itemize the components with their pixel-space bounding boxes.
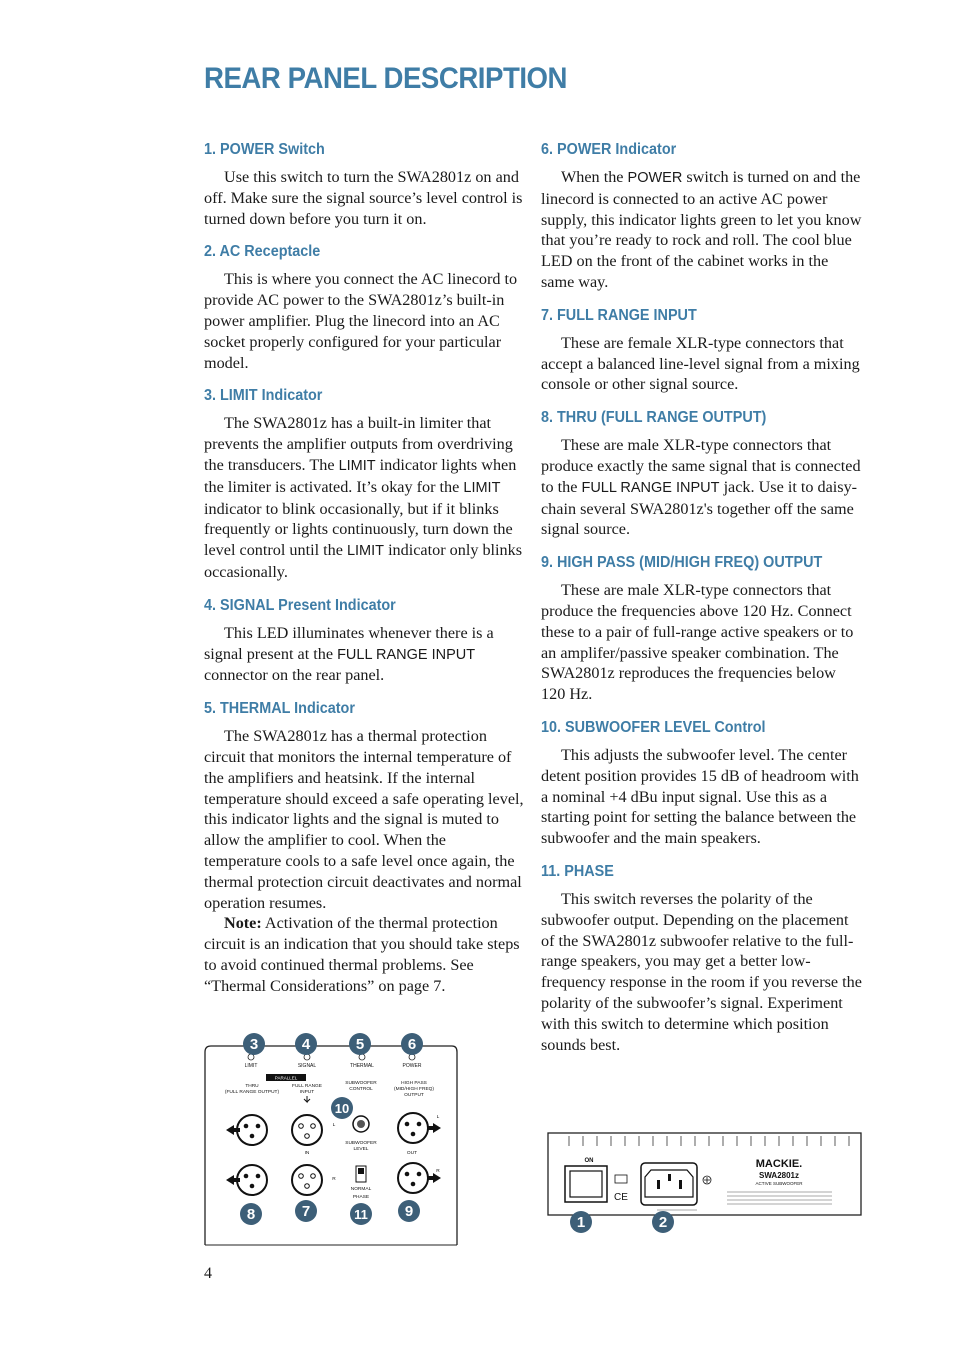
svg-text:5: 5	[355, 1036, 365, 1053]
brand-logo: MACKIE.	[755, 1158, 803, 1170]
svg-text:CONTROL: CONTROL	[349, 1087, 373, 1092]
svg-text:FULL RANGE: FULL RANGE	[292, 1084, 322, 1089]
svg-text:NORMAL: NORMAL	[350, 1187, 372, 1192]
page-title: REAR PANEL DESCRIPTION	[204, 62, 568, 95]
section-phase	[541, 863, 863, 1055]
callout-1	[570, 1211, 592, 1233]
svg-text:OUT: OUT	[406, 1151, 418, 1156]
callout-2	[652, 1211, 674, 1233]
section-body: This LED illuminates whenever there is a signal present at the FULL RANGE INPUT connector on the rear panel.	[204, 623, 494, 685]
section-body: The SWA2801z has a built-in limiter that prevents the amplifier outputs from overdriving the transducers. The LIMIT indicator lights when the limiter is activated. It’s okay for the LIMIT indicator to blink occasionally, but if it blinks frequently or lights continuously, turn down the level control until the LIMIT indicator only blinks occasionally.	[204, 414, 523, 581]
svg-text:OUTPUT: OUTPUT	[404, 1093, 424, 1098]
section-heading: 9. HIGH PASS (MID/HIGH FREQ) OUTPUT	[541, 554, 823, 572]
svg-text:PHASE: PHASE	[352, 1195, 370, 1200]
callout-3	[243, 1033, 265, 1055]
rear-panel-power-illustration	[547, 1130, 863, 1236]
subwoofer-level-knob[interactable]	[353, 1116, 369, 1132]
svg-text:9: 9	[404, 1203, 414, 1220]
svg-text:(FULL RANGE OUTPUT): (FULL RANGE OUTPUT)	[224, 1090, 280, 1095]
svg-text:IN: IN	[304, 1151, 310, 1156]
callout-6	[401, 1033, 423, 1055]
section-body: These are male XLR-type connectors that produce exactly the same signal that is connected to the FULL RANGE INPUT jack. Use it to daisy-chain several SWA2801z's together off the same signal source.	[541, 436, 861, 539]
section-body: The SWA2801z has a thermal protection circuit that monitors the internal temperature of the amplifiers and heatsink. If the internal temperature should exceed a safe operating level, this indicator lights and the signal is muted to allow the amplifier to cool. When the temperature cools to a safe level once again, the thermal protection circuit deactivates and normal operation resumes.	[204, 727, 524, 912]
section-heading: 11. PHASE	[541, 862, 614, 880]
section-heading: 4. SIGNAL Present Indicator	[204, 596, 396, 614]
model-name: SWA2801z	[758, 1171, 800, 1180]
section-full-range-input	[541, 307, 863, 395]
callout-9	[398, 1200, 420, 1222]
svg-text:SUBWOOFER: SUBWOOFER	[345, 1081, 377, 1086]
svg-text:HIGH PASS: HIGH PASS	[401, 1081, 427, 1086]
xlr-thru-bottom[interactable]	[237, 1165, 267, 1195]
svg-text:LEVEL: LEVEL	[353, 1147, 369, 1152]
section-heading: 8. THRU (FULL RANGE OUTPUT)	[541, 409, 767, 427]
section-body: These are male XLR-type connectors that produce the frequencies above 120 Hz. Connect these to a pair of full-range active speakers or to an amplifer/passive speaker combination. The SWA2801z reproduces the frequencies below 120 Hz.	[541, 581, 854, 704]
svg-text:11: 11	[354, 1207, 368, 1222]
section-body: When the POWER switch is turned on and the linecord is connected to an active AC power supply, this indicator lights green to let you know that you’re ready to rock and roll. The cool blue LED on the front of the cabinet works in the same way.	[541, 168, 862, 291]
callout-4	[295, 1033, 317, 1055]
section-power-indicator	[541, 141, 863, 293]
svg-text:10: 10	[334, 1101, 350, 1116]
section-heading: 10. SUBWOOFER LEVEL Control	[541, 718, 766, 736]
section-power-switch	[204, 141, 524, 229]
svg-text:2: 2	[658, 1214, 668, 1231]
ac-receptacle[interactable]	[641, 1163, 697, 1205]
section-body: Use this switch to turn the SWA2801z on and off. Make sure the signal source’s level control is turned down before you turn it on.	[204, 168, 523, 228]
right-column	[541, 141, 863, 1069]
section-heading: 1. POWER Switch	[204, 141, 325, 158]
label-thermal: THERMAL	[350, 1063, 374, 1069]
section-thermal-indicator	[204, 700, 524, 996]
xlr-output-bottom[interactable]	[398, 1163, 428, 1193]
svg-text:L: L	[332, 1123, 336, 1128]
left-column	[204, 141, 524, 1011]
svg-text:8: 8	[246, 1206, 256, 1223]
svg-text:1: 1	[576, 1214, 586, 1231]
svg-text:SUBWOOFER: SUBWOOFER	[345, 1141, 377, 1146]
section-high-pass-output	[541, 554, 863, 705]
label-power: POWER	[402, 1063, 422, 1069]
xlr-input-bottom[interactable]	[292, 1165, 322, 1195]
svg-text:THRU: THRU	[245, 1084, 259, 1089]
model-subtitle: ACTIVE SUBWOOFER	[755, 1181, 803, 1186]
callout-5	[349, 1033, 371, 1055]
section-heading: 6. POWER Indicator	[541, 141, 677, 158]
section-body: This adjusts the subwoofer level. The center detent position provides 15 dB of headroom with a nominal +4 dBu input signal. Use this as a starting point for setting the balance between the subwoofer and the main speakers.	[541, 745, 859, 848]
power-switch[interactable]	[565, 1166, 607, 1202]
svg-text:R: R	[332, 1177, 336, 1182]
svg-text:3: 3	[249, 1036, 259, 1053]
label-on: ON	[584, 1158, 594, 1164]
section-heading: 7. FULL RANGE INPUT	[541, 306, 697, 324]
section-heading: 5. THERMAL Indicator	[204, 700, 355, 718]
xlr-input-top[interactable]	[292, 1115, 322, 1145]
label-limit: LIMIT	[244, 1063, 258, 1069]
callout-7	[295, 1200, 317, 1222]
section-heading: 2. AC Receptacle	[204, 243, 321, 261]
label-signal: SIGNAL	[297, 1063, 317, 1069]
svg-text:R: R	[436, 1169, 440, 1174]
svg-text:6: 6	[407, 1036, 417, 1053]
callout-11	[350, 1203, 372, 1225]
svg-text:CE: CE	[614, 1192, 628, 1203]
svg-text:L: L	[436, 1115, 440, 1120]
section-body: This is where you connect the AC linecord to provide AC power to the SWA2801z’s built-in power amplifier. Plug the linecord into an AC socket properly configured for your particular model.	[204, 270, 518, 372]
section-limit-indicator	[204, 387, 524, 582]
section-note: Note: Activation of the thermal protection circuit is an indication that you should take steps to avoid continued thermal problems. See “Thermal Considerations” on page 7.	[204, 914, 520, 995]
rear-panel-connectors-illustration	[204, 1030, 458, 1246]
svg-text:(MID/HIGH FREQ): (MID/HIGH FREQ)	[394, 1087, 434, 1092]
section-thru	[541, 409, 863, 540]
section-heading: 3. LIMIT Indicator	[204, 387, 323, 405]
svg-text:4: 4	[301, 1036, 311, 1053]
svg-text:7: 7	[301, 1203, 311, 1220]
callout-10	[331, 1097, 353, 1119]
svg-text:INPUT: INPUT	[299, 1090, 315, 1095]
section-body: This switch reverses the polarity of the subwoofer output. Depending on the placement of the SWA2801z subwoofer relative to the full-range speakers, you may get a better low-frequency response in the room if you reverse the polarity of the subwoofer’s signal. Experiment with this switch to determine which position sounds best.	[541, 889, 862, 1054]
label-parallel: PARALLEL	[274, 1075, 298, 1081]
section-ac-receptacle	[204, 243, 524, 373]
page-number: 4	[204, 1265, 212, 1282]
callout-8	[240, 1203, 262, 1225]
xlr-thru-top[interactable]	[237, 1115, 267, 1145]
section-signal-indicator	[204, 597, 524, 686]
xlr-output-top[interactable]	[398, 1113, 428, 1143]
section-body: These are female XLR-type connectors that accept a balanced line-level signal from a mixing console or other signal source.	[541, 333, 860, 394]
section-subwoofer-level	[541, 719, 863, 849]
